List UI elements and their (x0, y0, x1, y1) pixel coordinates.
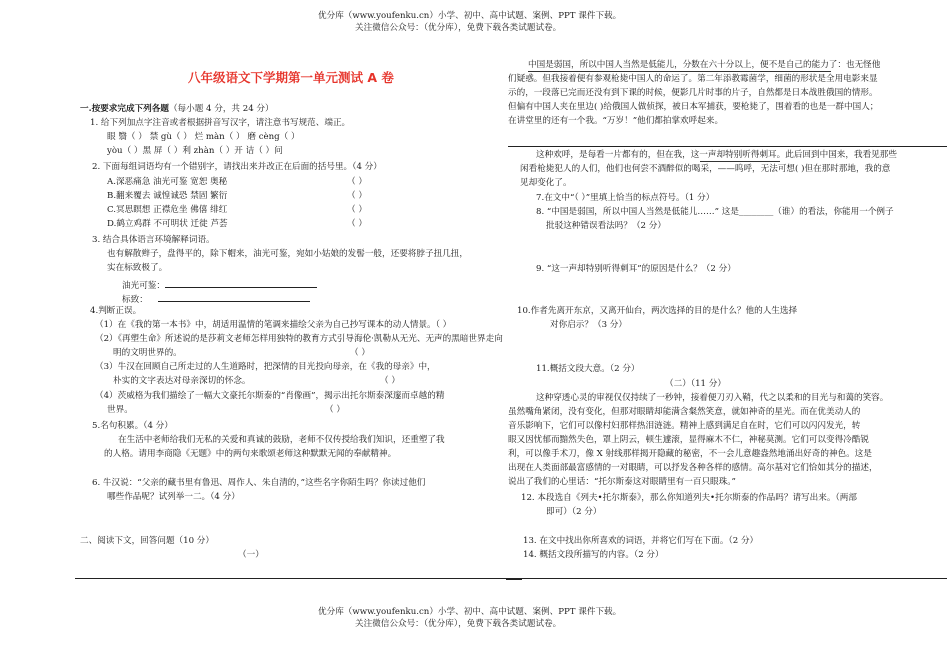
passage-2-line-1: 这种穿透心灵的审视仅仅持续了一秒钟，接着便刀刃入鞘，代之以柔和的目光与和蔼的笑容。 (536, 393, 889, 403)
question-8-text-2: 批驳这种错误看法吗？（2 分） (546, 221, 666, 231)
answer-bracket[interactable]: （ ） (347, 191, 367, 201)
question-12-text-2: 即可）（2 分） (546, 507, 602, 517)
passage-2-part: （二）（11 分） (665, 379, 726, 389)
underline-mark (700, 161, 780, 162)
question-4: 4.判断正误。 (90, 306, 142, 316)
term-label: 油光可鉴： (122, 281, 165, 291)
question-3-term-2 (122, 292, 310, 306)
question-2-option-a: A.深恶痛急 油光可鉴 宽恕 奥秘 (107, 177, 228, 187)
passage-2-line-3: 音乐影响下，它们可以像村妇那样热泪涟涟。精神上感到满足自在时，它们可以闪闪发光，转 (508, 421, 861, 431)
answer-line[interactable] (158, 292, 310, 302)
passage-1b-line-1: 这种欢呼，是每看一片都有的，但在我，这一声却特别听得刺耳。此后回到中国来，我看见那些 (536, 150, 897, 160)
question-3-text-1: 也有解散辫子，盘得平的，除下帽来，油光可鉴，宛如小姑娘的发髻一般，还要将脖子扭几扭， (107, 249, 468, 259)
question-1-row-2: yòu（ ）黑 屏（ ）利 zhàn（ ）开 诘（ ）问 (107, 146, 283, 156)
question-5-text-1: 在生活中老师给我们无私的关爱和真诚的鼓励，老师不仅传授给我们知识，还重塑了我 (118, 435, 445, 445)
question-6: 6. 牛汉说：“父亲的藏书里有鲁迅、周作人、朱自清的，”这些名字你陌生吗？你读过他们 (92, 478, 426, 488)
header-line-1: 优分库（www.youfenku.cn）小学、初中、高中试题、案例、PPT 课件下载。 (318, 11, 622, 21)
page-title: 八年级语文下学期第一单元测试 A 卷 (188, 70, 394, 85)
footer-line-2: 关注微信公众号：（优分库），免费下载各类试题试卷。 (355, 619, 562, 629)
section-1-note: （每小题 4 分，共 24 分） (168, 104, 274, 114)
question-4-item-1: （1）在《我的第一本书》中，胡适用温情的笔调来描绘父亲为自己抄写课本的动人情景。（ ） (95, 320, 452, 330)
passage-1-line-5: 在讲堂里的还有一个我。“万岁！”他们都拍掌欢呼起来。 (508, 116, 724, 126)
term-label: 标致： (122, 295, 148, 305)
bottom-rule-mark (506, 578, 522, 580)
underline-mark (528, 71, 831, 72)
passage-2-line-2: 虽然嘴角紧闭，没有变化，但那对眼睛却能满含粲然笑意，就如神奇的星光。而在优美动人的 (508, 407, 861, 417)
question-4-item-2: （2）《再塑生命》所述说的是莎莉文老师怎样用独特的教育方式引导海伦·凯勒从无光、无声的黑暗世界走向 (95, 334, 503, 344)
question-2-option-b: B.翻来覆去 诚惶诚恐 禁固 繁衍 (107, 191, 228, 201)
question-4-item-2-cont: 明的文明世界的。 (113, 348, 182, 358)
question-9: 9. “这一声却特别听得刺耳”的原因是什么？（2 分） (536, 264, 736, 274)
question-8: 8. “中国是弱国，所以中国人当然是低能儿……” 这是________（谁）的看法，你能用一个例子 (536, 207, 894, 217)
passage-2-line-4: 眼又因忧郁而黯然失色，罩上阴云，顿生遽滚，显得麻木不仁，神秘莫测。它们可以变得冷酷锐 (508, 435, 869, 445)
passage-2-line-5: 利，可以像手术刀，像 X 射线那样揭开隐藏的秘密，不一会儿意趣盎然地涌出好奇的神色。这是 (508, 449, 872, 459)
passage-1-line-1: 中国是弱国，所以中国人当然是低能儿，分数在六十分以上，便不是自己的能力了：也无怪他 (528, 60, 881, 70)
question-2-option-d: D.鹤立鸡群 不可明状 迁徙 芦荟 (107, 219, 228, 229)
question-3-term-1 (122, 278, 317, 292)
question-13: 13. 在文中找出你所喜欢的词语，并将它们写在下面。（2 分） (523, 536, 759, 546)
header-line-2: 关注微信公众号：（优分库），免费下载各类试题试卷。 (355, 23, 562, 33)
answer-bracket[interactable]: （ ） (347, 205, 367, 215)
question-14: 14. 概括文段所描写的内容。（2 分） (523, 550, 664, 560)
passage-1b-line-3: 见却变化了。 (520, 178, 572, 188)
question-12: 12. 本段选自《列夫•托尔斯泰》，那么你知道列夫•托尔斯泰的作品吗？请写出来。（两部 (521, 493, 857, 503)
question-10-text-2: 对你启示？（3 分） (550, 320, 627, 330)
question-4-item-3: （3）牛汉在回顾自己所走过的人生道路时，把深情的目光投向母亲，在《我的母亲》中， (95, 362, 436, 372)
answer-bracket[interactable]: （ ） (325, 405, 345, 415)
section-1-heading (80, 104, 274, 115)
answer-bracket[interactable]: （ ） (350, 348, 370, 358)
question-3: 3. 结合具体语言环境解释词语。 (92, 235, 215, 245)
passage-1-line-2: 们疑惑。但我接着便有参观枪毙中国人的命运了。第二年添教霉菌学，细菌的形状是全用电影来显 (508, 74, 878, 84)
question-2: 2. 下面每组词语均有一个错别字，请找出来并改正在后面的括号里。（4 分） (92, 162, 382, 172)
passage-1b-line-2: 闲看枪毙犯人的人们，他们也何尝不酒醉似的喝采，——呜呼，无法可想( )但在那时那地，我的意 (520, 164, 891, 174)
column-divider (508, 146, 947, 147)
section-2-heading: 二、阅读下文，回答问题（10 分） (80, 536, 214, 546)
question-4-item-3-cont: 朴实的文字表达对母亲深切的怀念。 (113, 376, 251, 386)
answer-bracket[interactable]: （ ） (380, 376, 400, 386)
question-5-text-2: 的人格。请用李商隐《无题》中的两句来歌颂老师这种默默无闻的奉献精神。 (104, 449, 397, 459)
section-1-title: 一.按要求完成下列各题 (80, 104, 169, 114)
answer-bracket[interactable]: （ ） (347, 177, 367, 187)
question-5: 5.名句积累。（4 分） (92, 421, 173, 431)
passage-2-line-7: 说出了我们的心里话：“托尔斯泰这对眼睛里有一百只眼珠。” (508, 477, 736, 487)
answer-bracket[interactable]: （ ） (347, 219, 367, 229)
question-4-item-4-cont: 世界。 (107, 405, 133, 415)
question-3-text-2: 实在标致极了。 (107, 263, 168, 273)
question-11: 11.概括文段大意。（2 分） (536, 364, 640, 374)
question-1: 1. 给下列加点字注音或者根据拼音写汉字，请注意书写规范、端正。 (90, 118, 351, 128)
passage-1-line-3: 示的，一段落已完而还没有到下课的时候，便影几片时事的片子，自然都是日本战胜俄国的情形。 (508, 88, 878, 98)
question-2-option-c: C.冥思瞑想 正襟危坐 佛僖 绯红 (107, 205, 228, 215)
question-1-row-1: 眼 翳（ ） 禁 gù（ ） 烂 màn（ ） 磨 cèng（ ） (107, 132, 300, 142)
question-10: 10.作者先离开东京，又离开仙台，两次选择的目的是什么？他的人生选择 (517, 306, 798, 316)
passage-2-line-6: 出现在人类面部最富感情的一对眼睛，可以抒发各种各样的感情。高尔基对它们恰如其分的描述， (508, 463, 878, 473)
question-6-text-2: 哪些作品呢？试列举一二。（4 分） (107, 492, 240, 502)
question-7: 7.在文中“（ ）”里填上恰当的标点符号。（1 分） (536, 193, 715, 203)
answer-line[interactable] (165, 278, 317, 288)
passage-1-line-4: 但偏有中国人夹在里边( )给俄国人做侦探，被日本军捕获，要枪毙了，围着看的也是一群中国人； (508, 102, 879, 112)
section-2-part: （一） (238, 550, 264, 560)
footer-line-1: 优分库（www.youfenku.cn）小学、初中、高中试题、案例、PPT 课件下载。 (318, 607, 622, 617)
question-4-item-4: （4）茨威格为我们描绘了一幅大文豪托尔斯泰的“肖像画”，揭示出托尔斯泰深邃而卓越的精 (95, 391, 445, 401)
